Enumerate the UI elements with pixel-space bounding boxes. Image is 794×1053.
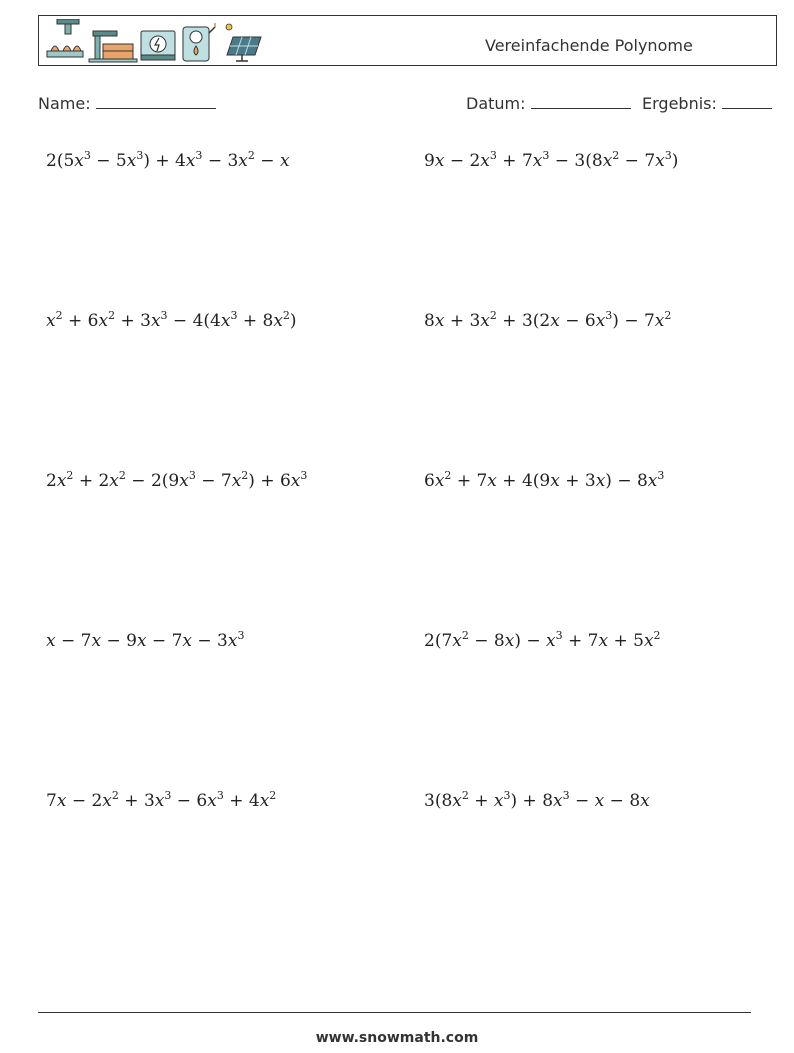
result-field <box>642 94 772 113</box>
name-blank[interactable] <box>96 94 216 109</box>
worksheet-header <box>38 15 777 66</box>
fuel-pump-icon <box>183 23 215 61</box>
energy-icons <box>43 19 273 63</box>
crane-icon <box>89 31 137 62</box>
date-label: Datum: <box>466 94 526 113</box>
problem-7: $x - 7x - 9x - 7x - 3x^3$ <box>46 629 245 651</box>
factory-icon <box>47 19 83 57</box>
name-label: Name: <box>38 94 91 113</box>
date-field <box>466 94 631 113</box>
name-field <box>38 94 216 113</box>
problem-9: $7x - 2x^2 + 3x^3 - 6x^3 + 4x^2$ <box>46 789 277 811</box>
problem-1: $2(5x^3 - 5x^3) + 4x^3 - 3x^2 - x$ <box>46 149 290 171</box>
problem-10: $3(8x^2 + x^3) + 8x^3 - x - 8x$ <box>424 789 650 811</box>
worksheet-title: Vereinfachende Polynome <box>485 36 693 55</box>
date-blank[interactable] <box>531 94 631 109</box>
problem-6: $6x^2 + 7x + 4(9x + 3x) - 8x^3$ <box>424 469 665 491</box>
problem-3: $x^2 + 6x^2 + 3x^3 - 4(4x^3 + 8x^2)$ <box>46 309 297 331</box>
footer-divider <box>38 1012 751 1013</box>
problem-2: $9x - 2x^3 + 7x^3 - 3(8x^2 - 7x^3)$ <box>424 149 679 171</box>
problem-5: $2x^2 + 2x^2 - 2(9x^3 - 7x^2) + 6x^3$ <box>46 469 308 491</box>
battery-icon <box>141 31 175 60</box>
result-label: Ergebnis: <box>642 94 717 113</box>
problem-8: $2(7x^2 - 8x) - x^3 + 7x + 5x^2$ <box>424 629 661 651</box>
result-blank[interactable] <box>722 94 772 109</box>
problem-4: $8x + 3x^2 + 3(2x - 6x^3) - 7x^2$ <box>424 309 672 331</box>
solar-panel-icon <box>226 24 261 61</box>
footer-website[interactable]: www.snowmath.com <box>315 1030 479 1046</box>
